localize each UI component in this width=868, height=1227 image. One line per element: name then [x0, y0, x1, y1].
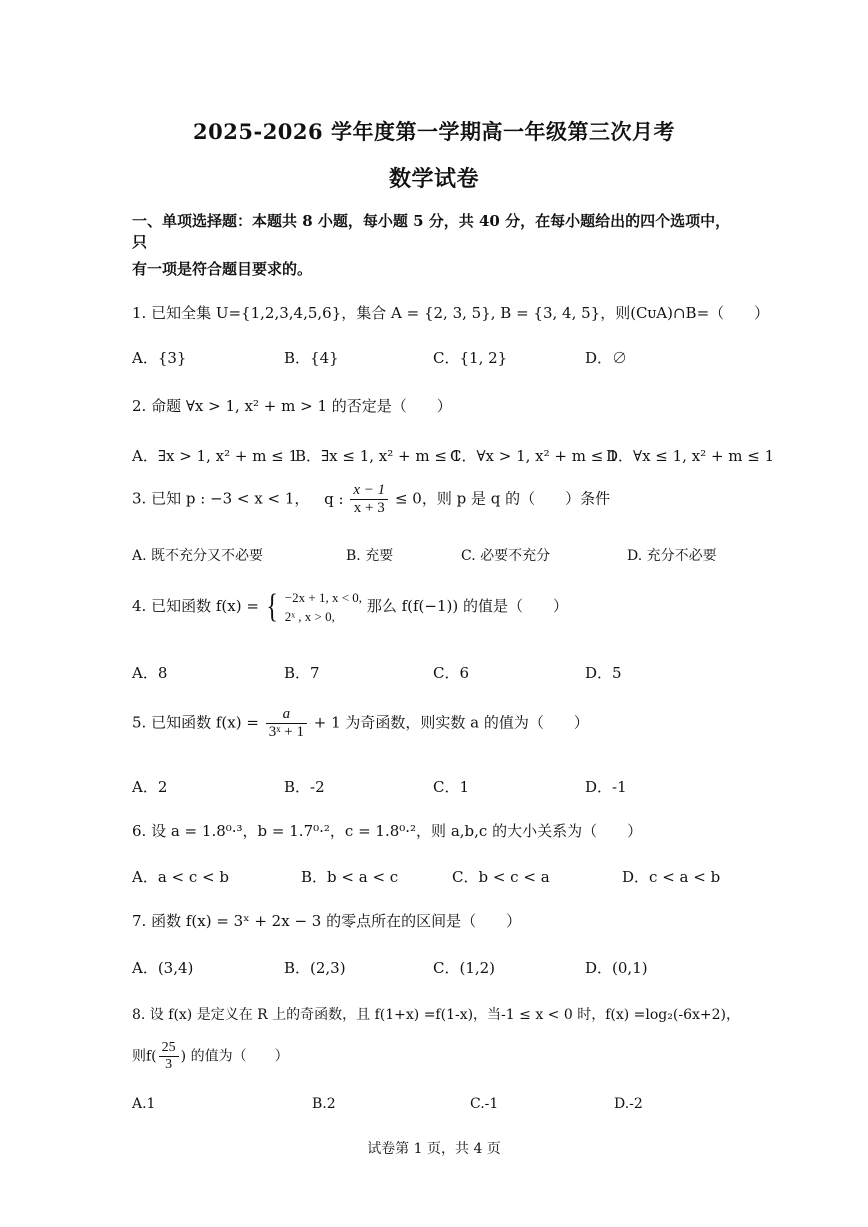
question-5-fraction: [266, 706, 307, 741]
question-8-fraction: [159, 1040, 179, 1073]
question-3-option-b: B. 充要: [346, 548, 394, 564]
question-4-option-d: D．5: [585, 664, 622, 682]
question-6-stem: 6. 设 a = 1.8⁰·³，b = 1.7⁰·²，c = 1.8⁰·²，则 a,b,c 的大小关系为（ ）: [132, 822, 643, 840]
question-3-stem-part-b: ≤ 0，则 p 是 q 的（ ）条件: [394, 489, 611, 508]
question-8-option-a: A.1: [132, 1096, 156, 1112]
question-3-option-a: A. 既不充分又不必要: [132, 548, 264, 564]
question-3-stem: [132, 482, 772, 517]
question-7-option-a: A．(3,4): [132, 959, 194, 977]
question-4-piecewise-cases: [285, 588, 362, 626]
question-4-case-2: 2ˣ , x > 0,: [284, 609, 335, 624]
question-1-stem: 1. 已知全集 U={1,2,3,4,5,6}，集合 A = {2, 3, 5}, B = {3, 4, 5}，则(CᴜA)∩B=（ ）: [132, 304, 770, 322]
question-2-option-a: A．∃x > 1, x² + m ≤ 1: [132, 447, 299, 465]
exam-subtitle: 数学试卷: [388, 166, 479, 192]
question-8-option-d: D.-2: [614, 1096, 643, 1112]
question-8-stem-continued: [132, 1040, 772, 1073]
question-8-fraction-numerator: 25: [159, 1040, 179, 1057]
question-1-option-a: A．{3}: [132, 349, 187, 367]
question-4-stem: [132, 588, 772, 626]
question-8-option-b: B.2: [312, 1096, 336, 1112]
question-5-option-a: A．2: [132, 778, 168, 796]
question-3-fraction-numerator: x − 1: [350, 482, 388, 500]
question-6-option-a: A．a < c < b: [132, 868, 229, 886]
question-3-stem-part-a: 3. 已知 p : −3 < x < 1，: [132, 489, 310, 508]
question-8-fraction-denominator: 3: [165, 1057, 173, 1072]
question-4-case-1: −2x + 1, x < 0,: [284, 590, 363, 605]
question-7-option-b: B．(2,3): [284, 959, 346, 977]
question-4-option-b: B．7: [284, 664, 320, 682]
question-3-option-d: D. 充分不必要: [627, 548, 717, 564]
question-5-fraction-denominator: 3ˣ + 1: [268, 724, 304, 740]
question-7-stem: 7. 函数 f(x) = 3ˣ + 2x − 3 的零点所在的区间是（ ）: [132, 912, 522, 930]
question-5-option-c: C．1: [433, 778, 470, 796]
question-6-option-d: D．c < a < b: [622, 868, 721, 886]
question-3-fraction-denominator: x + 3: [353, 500, 385, 516]
question-2-option-b: B．∃x ≤ 1, x² + m ≤ 1: [295, 447, 462, 465]
question-1-option-b: B．{4}: [284, 349, 339, 367]
piecewise-brace-icon: {: [266, 588, 278, 625]
exam-title: 2025-2026 学年度第一学期高一年级第三次月考: [193, 119, 675, 144]
question-5-fraction-numerator: a: [266, 706, 307, 724]
question-3-option-c: C. 必要不充分: [461, 548, 551, 564]
question-2-option-c: C．∀x > 1, x² + m ≤ 1: [450, 447, 618, 465]
question-4-option-c: C．6: [433, 664, 470, 682]
question-5-stem-part-b: + 1 为奇函数，则实数 a 的值为（ ）: [313, 713, 589, 732]
question-7-option-d: D．(0,1): [585, 959, 648, 977]
question-5-option-d: D．-1: [585, 778, 627, 796]
question-4-stem-part-a: 4. 已知函数 f(x) =: [132, 597, 259, 615]
question-4-option-a: A．8: [132, 664, 168, 682]
question-8-stem-part-b: ) 的值为（ ）: [180, 1048, 289, 1065]
question-8-option-c: C.-1: [470, 1096, 499, 1112]
question-5-stem: [132, 706, 772, 741]
section-instructions-line2: 有一项是符合题目要求的。: [132, 260, 313, 278]
question-1-option-d: D．∅: [585, 349, 628, 367]
question-5-option-b: B．-2: [284, 778, 325, 796]
page-footer: 试卷第 1 页，共 4 页: [367, 1141, 501, 1157]
question-3-fraction: [350, 482, 388, 517]
question-8-stem-part-a: 则f(: [132, 1048, 157, 1065]
question-6-option-b: B．b < a < c: [301, 868, 399, 886]
question-7-option-c: C．(1,2): [433, 959, 496, 977]
question-6-option-c: C．b < c < a: [452, 868, 550, 886]
question-4-stem-part-b: 那么 f(f(−1)) 的值是（ ）: [366, 597, 568, 615]
question-3-q-label: q :: [324, 489, 344, 508]
question-8-stem: 8. 设 f(x) 是定义在 R 上的奇函数，且 f(1+x) =f(1-x)，当-1 ≤ x < 0 时，f(x) =log₂(-6x+2)，: [132, 1007, 740, 1023]
question-5-stem-part-a: 5. 已知函数 f(x) =: [132, 713, 259, 732]
section-instructions-line1: 一、单项选择题：本题共 8 小题，每小题 5 分，共 40 分，在每小题给出的四个选项中，只: [132, 212, 731, 251]
question-2-stem: 2. 命题 ∀x > 1, x² + m > 1 的否定是（ ）: [132, 397, 452, 415]
question-2-option-d: D．∀x ≤ 1, x² + m ≤ 1: [606, 447, 775, 465]
question-1-option-c: C．{1, 2}: [433, 349, 508, 367]
